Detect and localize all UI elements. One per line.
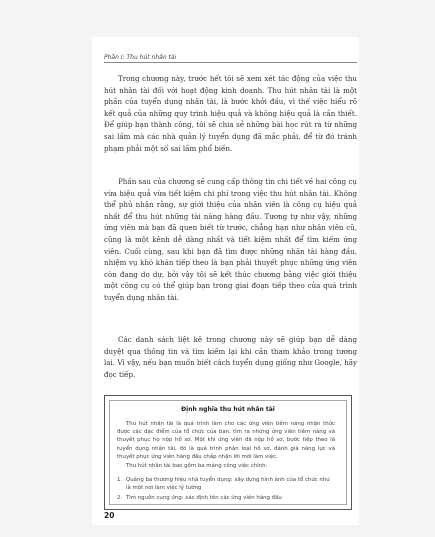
list-item-text: Quảng bá thương hiệu nhà tuyển dụng: xây dựng hình ảnh của tổ chức như là một nơi làm việc lý tưởng [126, 477, 330, 492]
body-paragraph: Các danh sách liệt kê trong chương này sẽ giúp bạn dễ dàng duyệt qua thông tin và tìm kiếm lại khi cần tham khảo trong tương lai. Vì vậy, nếu bạn muốn biết cách tuyển dụng giống như Google, hãy đọc tiếp. [104, 335, 357, 379]
definition-box-text: Thu hút nhân tài là quá trình làm cho các ứng viên tiềm năng nhận thức được các đặc điểm của tổ chức của bạn, tìm ra những ứng viên tiềm năng và thuyết phục họ nộp hồ sơ. Một khi ứng viên đã nộp hồ sơ, bước tiếp theo là tuyển dụng nhân tài, đó là quá trình phân loại hồ sơ, đánh giá năng lực và thuyết phục ứng viên hàng đầu chấp nhận lời mời làm việc. [117, 421, 335, 460]
running-head: Phần I: Thu hút nhân tài [104, 54, 177, 61]
body-paragraph: Trong chương này, trước hết tôi sẽ xem xét tác động của việc thu hút nhân tài đối với hoạt động kinh doanh. Thu hút nhân tài là một phần của tuyển dụng nhân tài, là bước khởi đầu, vì thế việc hiểu rõ kết quả của những quy trình hiệu quả và không hiệu quả là cần thiết. Để giúp bạn thành công, tôi sẽ chia sẻ những bài học rút ra từ những sai lầm mà các nhà quản lý tuyển dụng đã mắc phải, để từ đó tránh phạm phải một số sai lầm phổ biến. [104, 74, 357, 153]
definition-box-list [117, 476, 335, 505]
page-number: 20 [104, 511, 115, 520]
list-item-number: 1. [117, 477, 123, 483]
definition-box [104, 395, 352, 510]
book-page [92, 37, 359, 525]
list-item-text: Tìm nguồn cung ứng: xác định tên các ứng viên hàng đầu [126, 495, 282, 502]
definition-box-title: Định nghĩa thu hút nhân tài [181, 406, 275, 413]
list-item-number: 2. [117, 495, 123, 502]
definition-box-intro: Thu hút nhân tài bao gồm ba mảng công việc chính: [126, 463, 268, 469]
header-rule [104, 62, 357, 63]
list-item [117, 476, 335, 492]
body-paragraph: Phần sau của chương sẽ cung cấp thông tin chi tiết về hai công cụ vừa hiệu quả vừa tiết kiệm chi phí trong việc thu hút nhân tài. Không thể phủ nhận rằng, sự giới thiệu của nhân viên là công cụ hiệu quả nhất để thu hút những tài năng hàng đầu. Tương tự như vậy, những ứng viên mà bạn đã quen biết từ trước, chẳng hạn như nhân viên cũ, cũng là một kênh dễ dàng nhất và tiết kiệm nhất để tìm kiếm ứng viên. Cuối cùng, sau khi bạn đã tìm được những nhân tài hàng đầu, nhiệm vụ khó khăn tiếp theo là bạn phải thuyết phục những ứng viên còn đang do dự, bởi vậy tôi sẽ kết thúc chương bằng việc giới thiệu một công cụ có thể giúp bạn trong giai đoạn tiếp theo của quá trình tuyển dụng nhân tài. [104, 177, 357, 302]
list-item [117, 494, 335, 502]
